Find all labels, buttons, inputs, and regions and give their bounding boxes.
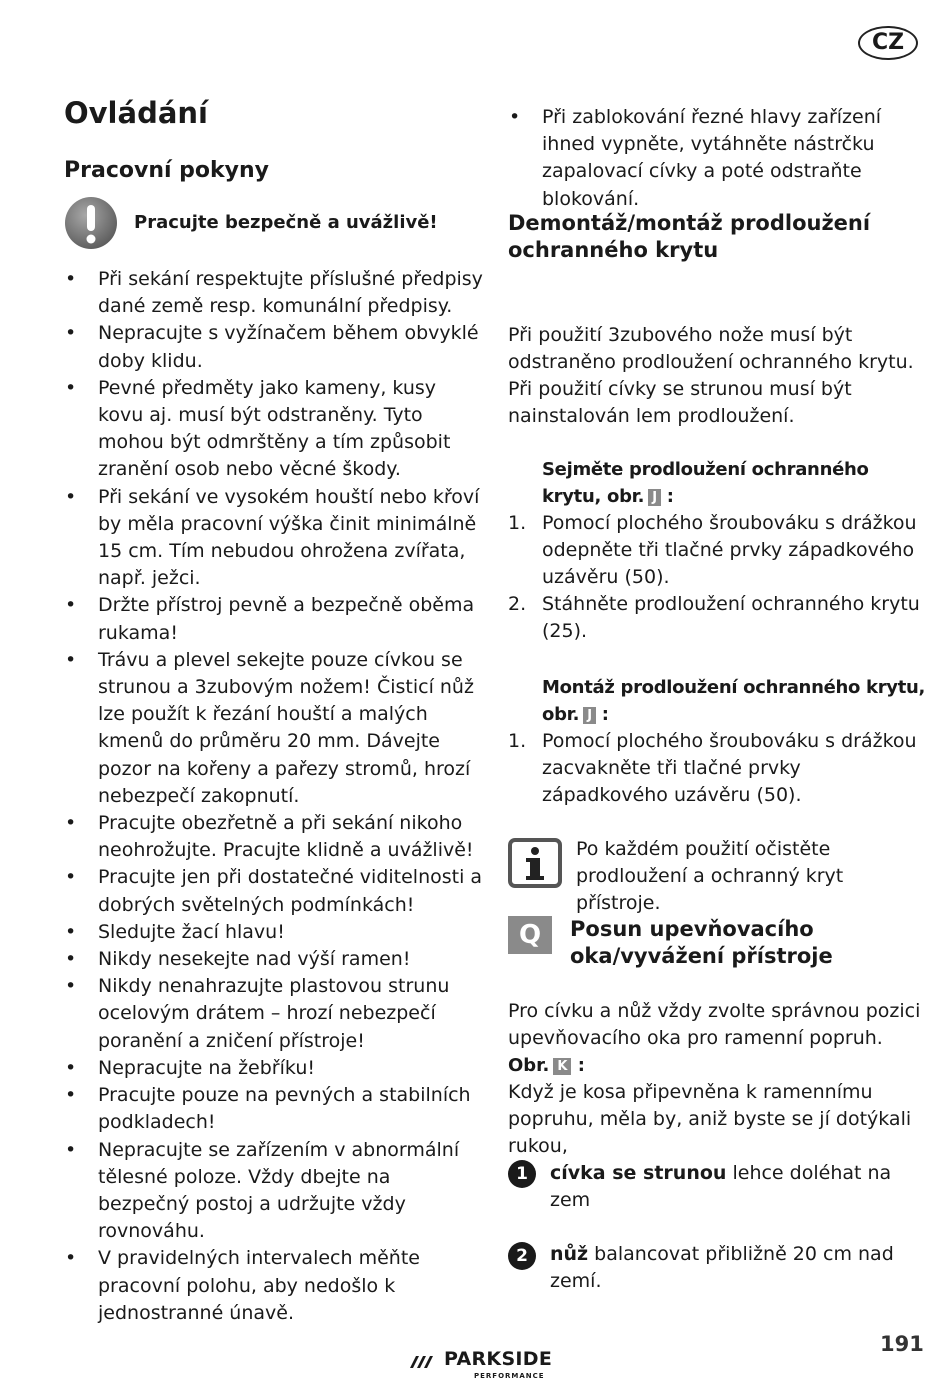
safety-bullet-list: [64, 266, 484, 1327]
list-item: • Nikdy nesekejte nad výší ramen!: [64, 946, 484, 973]
colon: :: [577, 1055, 585, 1076]
step-number: 1.: [508, 730, 527, 752]
step-number: 2.: [508, 593, 527, 615]
eyelet-text: Pro cívku a nůž vždy zvolte správnou pozici upevňovacího oka pro ramenní popruh.: [508, 1000, 921, 1049]
safety-warning: Pracujte bezpečně a uvážlivě!: [134, 212, 438, 233]
list-item: • Držte přístroj pevně a bezpečně oběma rukama!: [64, 592, 484, 646]
list-item: • V pravidelných intervalech měňte pracovní polohu, aby nedošlo k jednostranné únavě.: [64, 1245, 484, 1327]
balance-item-2: [508, 1241, 928, 1295]
step-item: [508, 591, 928, 645]
item-rest: balancovat přibližně 20 cm nad zemí.: [550, 1243, 894, 1292]
section-heading-guard: Demontáž/montáž prodloužení ochranného krytu: [508, 211, 871, 262]
step-item: [508, 510, 928, 591]
figure-ref-line: [508, 1052, 585, 1079]
figure-ref-k: K: [553, 1058, 571, 1075]
item-bold: nůž: [550, 1243, 589, 1265]
page-number: 191: [880, 1332, 924, 1356]
mount-heading: [542, 674, 932, 728]
balance-item-1: [508, 1160, 928, 1214]
eyelet-text-2: Když je kosa připevněna k ramennímu popruhu, měla by, aniž byste se jí dotýkali rukou,: [508, 1081, 912, 1157]
list-item: • Při zablokování řezné hlavy zařízení ihned vypněte, vytáhněte nástrčku zapalovací cívky a poté odstraňte blokování.: [508, 104, 928, 213]
list-item: • Nepracujte s vyžínačem během obvyklé doby klidu.: [64, 320, 484, 374]
colon: :: [666, 486, 674, 507]
list-item: • Sledujte žací hlavu!: [64, 919, 484, 946]
section-heading-eyelet: Posun upevňovacího oka/vyvážení přístroje: [570, 917, 833, 968]
list-item: • Pracujte jen při dostatečné viditelnosti a dobrých světelných podmínkách!: [64, 864, 484, 918]
remove-heading-text: Sejměte prodloužení ochranného krytu, obr.: [542, 459, 869, 507]
step-text: Stáhněte prodloužení ochranného krytu (25).: [542, 593, 920, 642]
list-item: • Nepracujte na žebříku!: [64, 1055, 484, 1082]
step-number: 1.: [508, 512, 527, 534]
section-subtitle: Pracovní pokyny: [64, 158, 270, 183]
colon: :: [601, 704, 609, 725]
list-item: • Pracujte obezřetně a při sekání nikoho neohrožujte. Pracujte klidně a uvážlivě!: [64, 810, 484, 864]
guard-intro: Při použití 3zubového nože musí být odstraněno prodloužení ochranného krytu. Při použití cívky se strunou musí být nainstalován lem prodloužení.: [508, 324, 914, 427]
list-item: • Pracujte pouze na pevných a stabilních podkladech!: [64, 1082, 484, 1136]
mount-heading-text: Montáž prodloužení ochranného krytu, obr.: [542, 677, 926, 725]
info-icon: [508, 838, 562, 888]
step-text: Pomocí plochého šroubováku s drážkou zacvakněte tři tlačné prvky západkového uzávěru (50).: [542, 730, 917, 806]
step-text: Pomocí plochého šroubováku s drážkou odepněte tři tlačné prvky západkového uzávěru (50).: [542, 512, 917, 588]
section-letter-q: Q: [508, 916, 552, 954]
figure-ref-j-mount: J: [583, 707, 596, 724]
number-badge: 1: [508, 1160, 536, 1188]
list-item: • Při sekání respektujte příslušné předpisy dané země resp. komunální předpisy.: [64, 266, 484, 320]
page-title: Ovládání: [64, 96, 208, 130]
list-item: • Nikdy nenahrazujte plastovou strunu ocelovým drátem – hrozí nebezpečí poranění a zničení přístroje!: [64, 973, 484, 1055]
logo-sub: PERFORMANCE: [474, 1372, 545, 1380]
info-text: Po každém použití očistěte prodloužení a ochranný kryt přístroje.: [576, 838, 844, 914]
list-item: • Při sekání ve vysokém houští nebo křoví by měla pracovní výška činit minimálně 15 cm. Tím nebudou ohrožena zvířata, např. ježci.: [64, 484, 484, 593]
top-bullet-list: [508, 104, 928, 213]
list-item: • Pevné předměty jako kameny, kusy kovu aj. musí být odstraněny. Tyto mohou být odmrštěny a tím způsobit zranění osob nebo věcné škody.: [64, 375, 484, 484]
list-item: • Nepracujte se zařízením v abnormální tělesné poloze. Vždy dbejte na bezpečný postoj a udržujte vždy rovnováhu.: [64, 1137, 484, 1246]
remove-heading: [542, 456, 932, 510]
step-item: [508, 728, 928, 809]
obr-label: Obr.: [508, 1055, 550, 1076]
mount-steps: [508, 728, 928, 809]
number-badge: 2: [508, 1242, 536, 1270]
logo-brand: PARKSIDE: [444, 1348, 553, 1370]
figure-ref-j: J: [648, 489, 661, 506]
parkside-logo: [408, 1346, 578, 1386]
exclamation-circle-icon: [64, 196, 118, 250]
item-rest: lehce doléhat na zem: [550, 1162, 892, 1211]
item-bold: cívka se strunou: [550, 1162, 727, 1184]
remove-steps: [508, 510, 928, 645]
language-badge: CZ: [858, 26, 918, 60]
list-item: • Trávu a plevel sekejte pouze cívkou se strunou a 3zubovým nožem! Čisticí nůž lze použít k řezání houští a malých kmenů do průměru 20 mm. Dávejte pozor na kořeny a pařezy stromů, hrozí nebezpečí zakopnutí.: [64, 647, 484, 810]
